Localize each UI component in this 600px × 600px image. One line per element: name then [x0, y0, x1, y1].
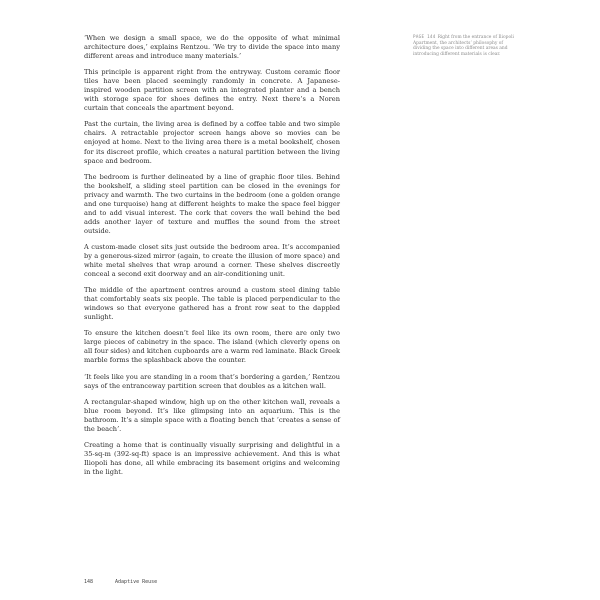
image-caption	[413, 34, 517, 57]
page-footer	[84, 579, 157, 585]
body-paragraph: The bedroom is further delineated by a line of graphic floor tiles. Behind the bookshelf, a sliding steel partition can be closed in the evenings for privacy and warmth. The two curtains in the bedroom (one a golden orange and one turquoise) hang at different heights to make the space feel bigger and to add visual interest. The cork that covers the wall behind the bed adds another layer of texture and muffles the sound from the street outside.	[84, 172, 340, 235]
body-paragraph: This principle is apparent right from the entryway. Custom ceramic floor tiles have been placed seemingly randomly in concrete. A Japanese-inspired wooden partition screen with an integrated planter and a bench with storage space for shoes defines the entry. Next there’s a Noren curtain that conceals the apartment beyond.	[84, 68, 340, 113]
caption-page-reference: PAGE 144	[413, 34, 436, 39]
body-paragraph: ‘When we design a small space, we do the opposite of what minimal architecture does,’ explains Rentzou. ‘We try to divide the space into many different areas and introduce many materials.’	[84, 34, 340, 61]
page-number: 148	[84, 579, 94, 585]
body-paragraph: Past the curtain, the living area is defined by a coffee table and two simple chairs. A retractable projector screen hangs above so movies can be enjoyed at home. Next to the living area there is a metal bookshelf, chosen for its discreet profile, which creates a natural partition between the living space and bedroom.	[84, 120, 340, 165]
body-paragraph: Creating a home that is continually visually surprising and delightful in a 35-sq-m (392-sq-ft) space is an impressive achievement. And this is what Iliopoli has done, all while embracing its basement origins and welcoming in the light.	[84, 440, 340, 476]
running-footer-title: Adaptive Reuse	[115, 579, 158, 585]
body-paragraph: ‘It feels like you are standing in a room that’s bordering a garden,’ Rentzou says of the entranceway partition screen that doubles as a kitchen wall.	[84, 372, 340, 390]
body-paragraph: A custom-made closet sits just outside the bedroom area. It’s accompanied by a generous-sized mirror (again, to create the illusion of more space) and white metal shelves that wrap around a corner. These shelves discreetly conceal a second exit doorway and an air-conditioning unit.	[84, 242, 340, 279]
body-paragraph: The middle of the apartment centres around a custom steel dining table that comfortably seats six people. The table is placed perpendicular to the windows so that everyone gathered has a front row seat to the dappled sunlight.	[84, 286, 340, 322]
body-text-column	[84, 34, 340, 484]
body-paragraph: To ensure the kitchen doesn’t feel like its own room, there are only two large pieces of cabinetry in the space. The island (which cleverly opens on all four sides) and kitchen cupboards are a warm red laminate. Black Greek marble forms the splashback above the counter.	[84, 329, 340, 365]
caption-text: Right from the entrance of Iliopoli Apartment, the architects’ philosophy of dividing the space into different areas and introducing different materials is clear.	[413, 35, 514, 57]
body-paragraph: A rectangular-shaped window, high up on the other kitchen wall, reveals a blue room beyond. It’s like glimpsing into an aquarium. This is the bathroom. It’s a simple space with a floating bench that ‘creates a sense of the beach’.	[84, 397, 340, 433]
